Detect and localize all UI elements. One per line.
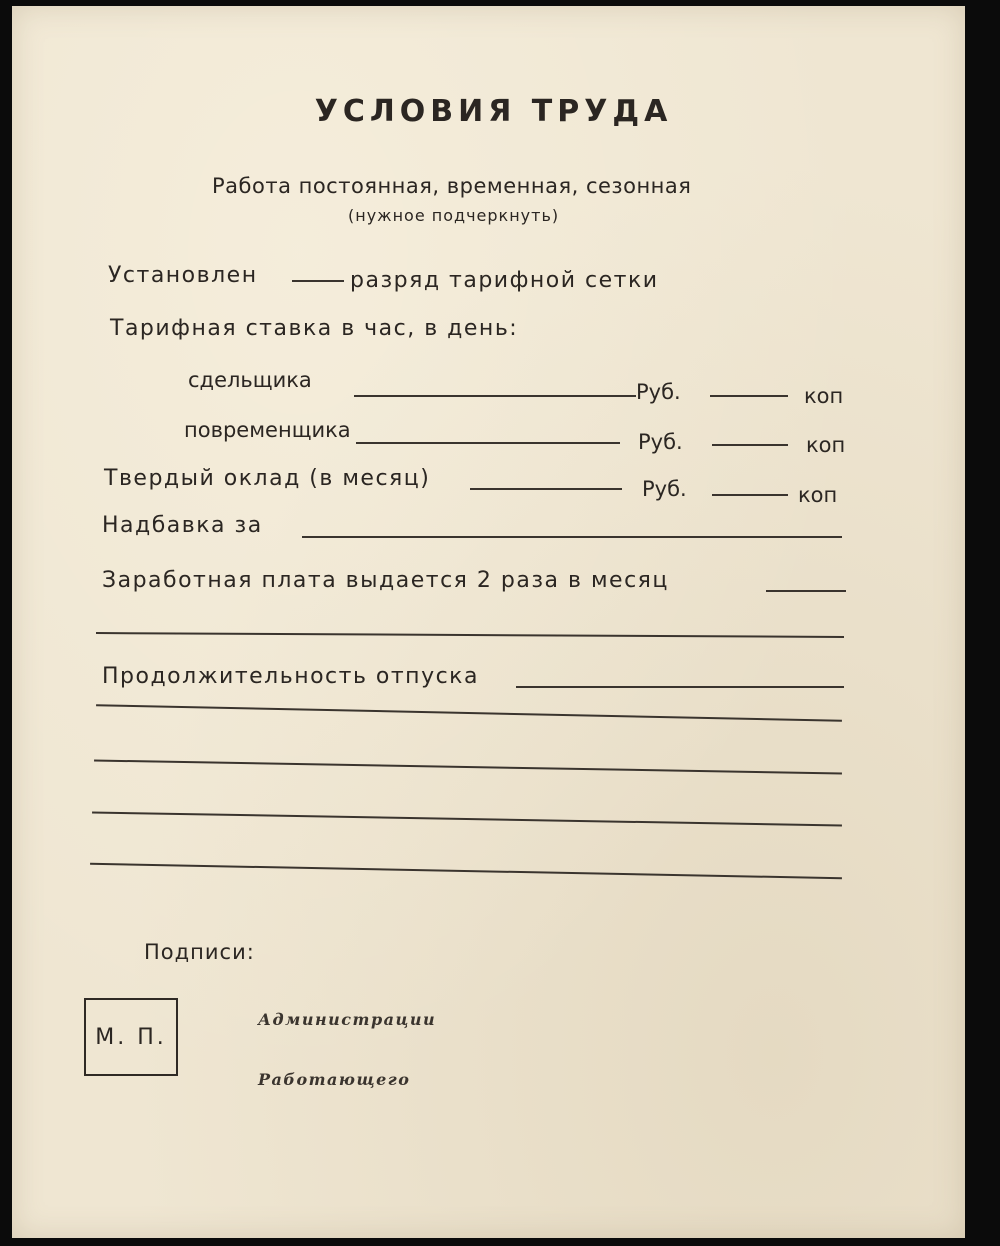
piece-worker-rub-blank[interactable] (354, 395, 636, 397)
pay-schedule-text: Заработная плата выдается 2 раза в месяц (102, 568, 669, 593)
salary-kop-blank[interactable] (712, 494, 788, 496)
time-worker-rub-label: Руб. (638, 430, 683, 454)
grade-suffix: разряд тарифной сетки (350, 268, 659, 293)
pay-schedule-blank[interactable] (766, 590, 846, 592)
piece-worker-kop-label: коп (804, 384, 844, 408)
work-type-options: Работа постоянная, временная, сезонная (212, 174, 692, 198)
bonus-label: Надбавка за (102, 513, 263, 538)
salary-label: Твердый оклад (в месяц) (104, 466, 431, 491)
piece-worker-label: сдельщика (188, 368, 312, 392)
work-type-note: (нужное подчеркнуть) (348, 206, 560, 225)
signature-worker: Работающего (258, 1070, 411, 1089)
time-worker-label: повременщика (184, 418, 351, 442)
blank-line[interactable] (92, 811, 842, 826)
time-worker-kop-blank[interactable] (712, 444, 788, 446)
vacation-label: Продолжительность отпуска (102, 664, 479, 689)
salary-rub-blank[interactable] (470, 488, 622, 490)
stamp-label: М. П. (95, 1024, 167, 1050)
grade-blank[interactable] (292, 280, 344, 282)
time-worker-rub-blank[interactable] (356, 442, 620, 444)
rate-heading: Тарифная ставка в час, в день: (110, 316, 519, 341)
vacation-blank[interactable] (516, 686, 844, 688)
piece-worker-rub-label: Руб. (636, 380, 681, 404)
blank-line[interactable] (94, 759, 842, 774)
salary-kop-label: коп (798, 483, 838, 507)
grade-prefix: Установлен (108, 263, 258, 288)
signature-administration: Администрации (258, 1010, 437, 1029)
blank-line[interactable] (90, 863, 842, 879)
document-page (12, 6, 965, 1238)
piece-worker-kop-blank[interactable] (710, 395, 788, 397)
document-title: УСЛОВИЯ ТРУДА (314, 94, 673, 129)
pay-schedule-extra-line[interactable] (96, 632, 844, 638)
bonus-blank[interactable] (302, 536, 842, 538)
signatures-heading: Подписи: (144, 940, 255, 964)
stamp-box (84, 998, 178, 1076)
time-worker-kop-label: коп (806, 433, 846, 457)
blank-line[interactable] (96, 704, 842, 722)
salary-rub-label: Руб. (642, 477, 687, 501)
